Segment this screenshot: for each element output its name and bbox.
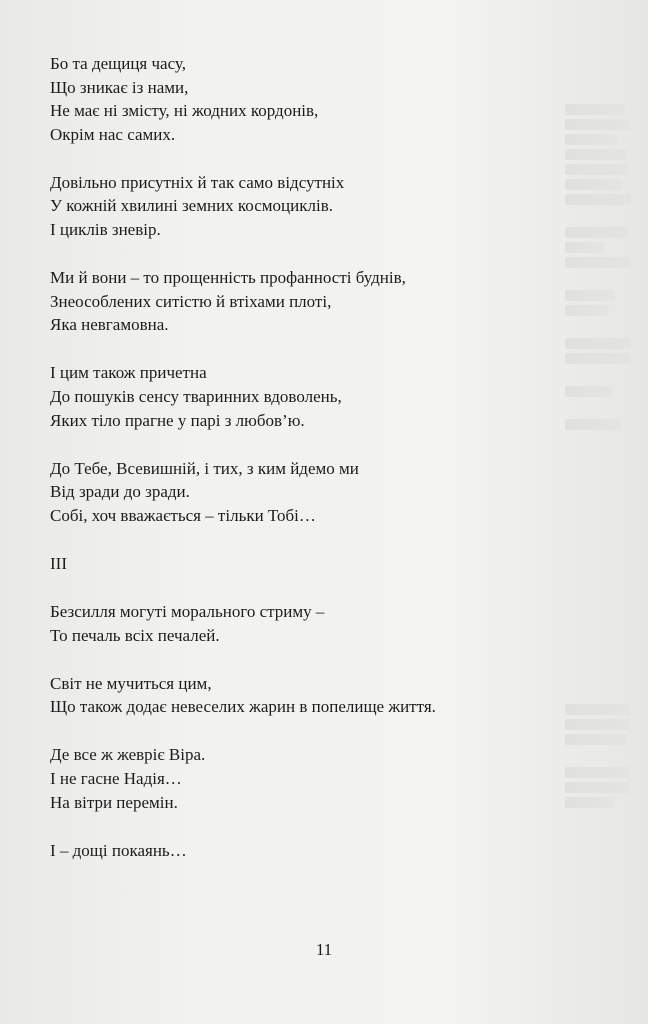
poem-line: Собі, хоч вважається – тільки Тобі…	[50, 505, 316, 525]
stanza	[50, 839, 430, 863]
poem-line: Яка невгамовна.	[50, 315, 169, 335]
poem-line: Де все ж жевріє Віра.	[50, 745, 206, 765]
poem-line: І цим також причетна	[50, 363, 207, 383]
poem-line: І циклів зневір.	[50, 220, 161, 240]
section-number: III	[50, 554, 67, 573]
poem-line: Ми й вони – то прощенність профанності буднів,	[50, 268, 406, 288]
poem-line: Від зради до зради.	[50, 482, 190, 502]
poem-line: Не має ні змісту, ні жодних кордонів,	[50, 101, 319, 121]
poem-line: У кожній хвилині земних космоциклів.	[50, 196, 333, 216]
stanza	[50, 743, 430, 814]
page-number: 11	[315, 940, 333, 959]
poem-line: На вітри перемін.	[50, 792, 178, 812]
stanza	[50, 171, 430, 242]
stanza	[50, 672, 436, 719]
poem-line: Безсилля могуті морального стриму –	[50, 602, 325, 622]
poem-line: Окрім нас самих.	[50, 124, 176, 144]
poem-section-ii-end	[50, 52, 430, 528]
poem-line: Що зникає із нами,	[50, 77, 189, 97]
show-through-text-lower	[565, 700, 635, 808]
poem-line: До пошуків сенсу тваринних вдоволень,	[50, 387, 342, 407]
poem-line: То печаль всіх печалей.	[50, 625, 220, 645]
poem-line: Яких тіло прагне у парі з любов’ю.	[50, 410, 305, 430]
stanza	[50, 361, 430, 432]
poem-line: Знеособлених ситістю й втіхами плоті,	[50, 291, 332, 311]
poem-line: Що також додає невеселих жарин в попелище життя.	[50, 697, 436, 717]
show-through-text	[565, 100, 635, 430]
stanza	[50, 266, 430, 337]
poem-line: І не гасне Надія…	[50, 769, 182, 789]
stanza	[50, 457, 430, 528]
poem-line: Бо та дещиця часу,	[50, 54, 186, 73]
stanza	[50, 600, 430, 647]
poem-section-iii	[50, 600, 436, 862]
poem-line: І – дощі покаянь…	[50, 840, 187, 860]
poem-line: До Тебе, Всевишній, і тих, з ким йдемо ми	[50, 458, 359, 478]
stanza	[50, 52, 430, 146]
poem-line: Довільно присутніх й так само відсутніх	[50, 172, 345, 192]
poem-text	[50, 52, 436, 887]
poem-line: Світ не мучиться цим,	[50, 673, 212, 693]
